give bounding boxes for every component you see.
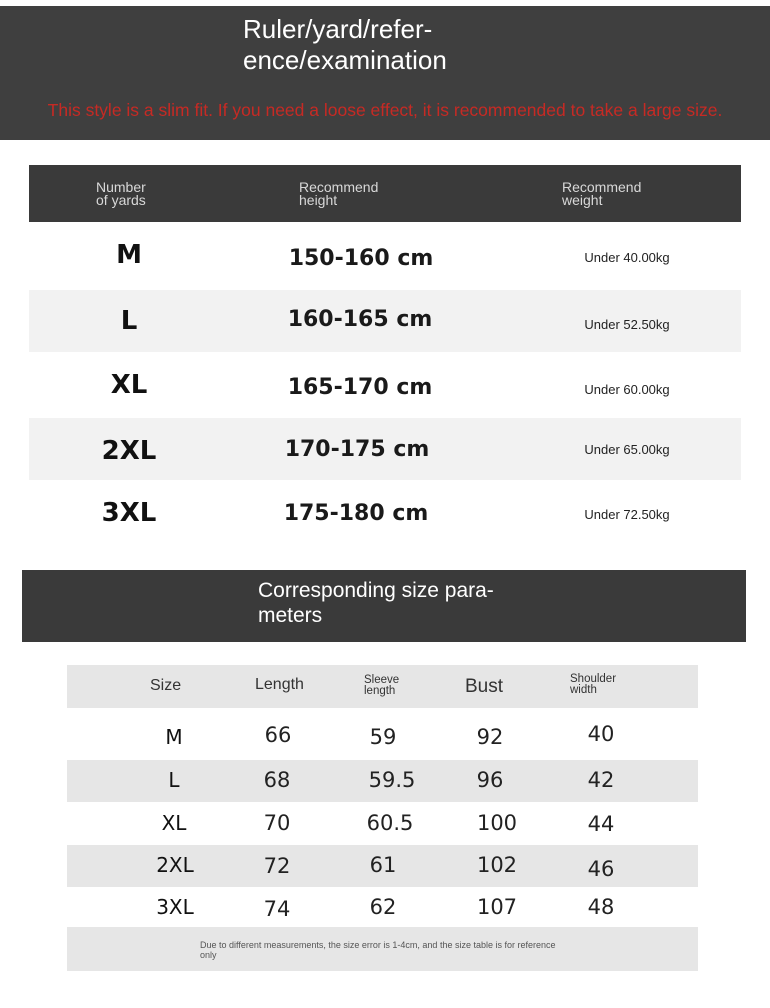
height-value: 170-175 cm (284, 437, 430, 462)
col-header-line: Shoulder (570, 673, 617, 685)
shoulder-cell: 46 (587, 857, 615, 881)
size-label: 3XL (101, 498, 157, 528)
bust-cell: 100 (476, 811, 518, 835)
sleeve-cell: 61 (369, 853, 397, 877)
size-cell: 2XL (156, 853, 194, 877)
height-value: 150-160 cm (288, 246, 434, 271)
shoulder-cell: 48 (587, 895, 615, 919)
height-value: 175-180 cm (283, 501, 429, 526)
sleeve-cell: 59 (369, 725, 397, 749)
height-value: 165-170 cm (287, 375, 433, 400)
footnote (200, 940, 630, 960)
shoulder-cell: 42 (587, 768, 615, 792)
size-parameters-title-line1: Corresponding size para- (258, 579, 494, 602)
size-parameters-title-line2: meters (258, 604, 323, 627)
shoulder-cell: 40 (587, 722, 615, 746)
col-header-line: width (570, 684, 597, 696)
size-parameters-title (258, 578, 518, 628)
bust-cell: 92 (476, 725, 504, 749)
bust-cell: 102 (476, 853, 518, 877)
col-header-line: length (364, 685, 396, 697)
length-cell: 70 (263, 811, 291, 835)
col-header-line: height (299, 192, 338, 208)
length-cell: 72 (263, 854, 291, 878)
weight-value: Under 40.00kg (584, 250, 670, 265)
length-cell: 74 (263, 897, 291, 921)
page-title-line2: ence/examination (243, 45, 447, 75)
weight-value: Under 65.00kg (584, 442, 670, 457)
weight-value: Under 52.50kg (584, 317, 670, 332)
fit-note: This style is a slim fit. If you need a loose effect, it is recommended to take a large size. (47, 100, 723, 120)
length-cell: 68 (263, 768, 291, 792)
col-header-size: Size (150, 677, 182, 694)
size-label: 2XL (101, 436, 157, 466)
size-cell: L (168, 768, 180, 792)
col-header-line: Number (96, 179, 146, 195)
weight-value: Under 60.00kg (584, 382, 670, 397)
col-header-line: of yards (96, 192, 146, 208)
bust-cell: 96 (476, 768, 504, 792)
size-label: L (120, 306, 138, 336)
weight-value: Under 72.50kg (584, 507, 670, 522)
size-cell: XL (161, 811, 187, 835)
shoulder-cell: 44 (587, 812, 615, 836)
col-header-line: Recommend (299, 179, 379, 195)
length-cell: 66 (264, 723, 292, 747)
col-header-length: Length (255, 676, 304, 693)
page-title (243, 14, 503, 76)
page-title-line1: Ruler/yard/refer- (243, 14, 433, 44)
col-header-line: Recommend (562, 179, 642, 195)
col-header-recommend-height (299, 181, 378, 207)
sleeve-cell: 59.5 (368, 768, 416, 792)
col-header-line: Sleeve (364, 674, 400, 686)
col-header-sleeve-length (364, 675, 399, 697)
bust-cell: 107 (476, 895, 518, 919)
col-header-recommend-weight (562, 181, 641, 207)
col-header-bust: Bust (465, 676, 504, 697)
size-cell: 3XL (156, 895, 194, 919)
col-header-line: weight (562, 192, 603, 208)
col-header-number-of-yards (96, 181, 146, 207)
col-header-shoulder-width (570, 674, 616, 696)
height-value: 160-165 cm (287, 307, 433, 332)
sleeve-cell: 60.5 (366, 811, 414, 835)
size-label: XL (110, 370, 148, 400)
size-label: M (116, 240, 142, 270)
size-cell: M (165, 725, 183, 749)
footnote-line2: only (200, 950, 217, 960)
footnote-line1: Due to different measurements, the size error is 1-4cm, and the size table is for reference (200, 940, 556, 950)
sleeve-cell: 62 (369, 895, 397, 919)
